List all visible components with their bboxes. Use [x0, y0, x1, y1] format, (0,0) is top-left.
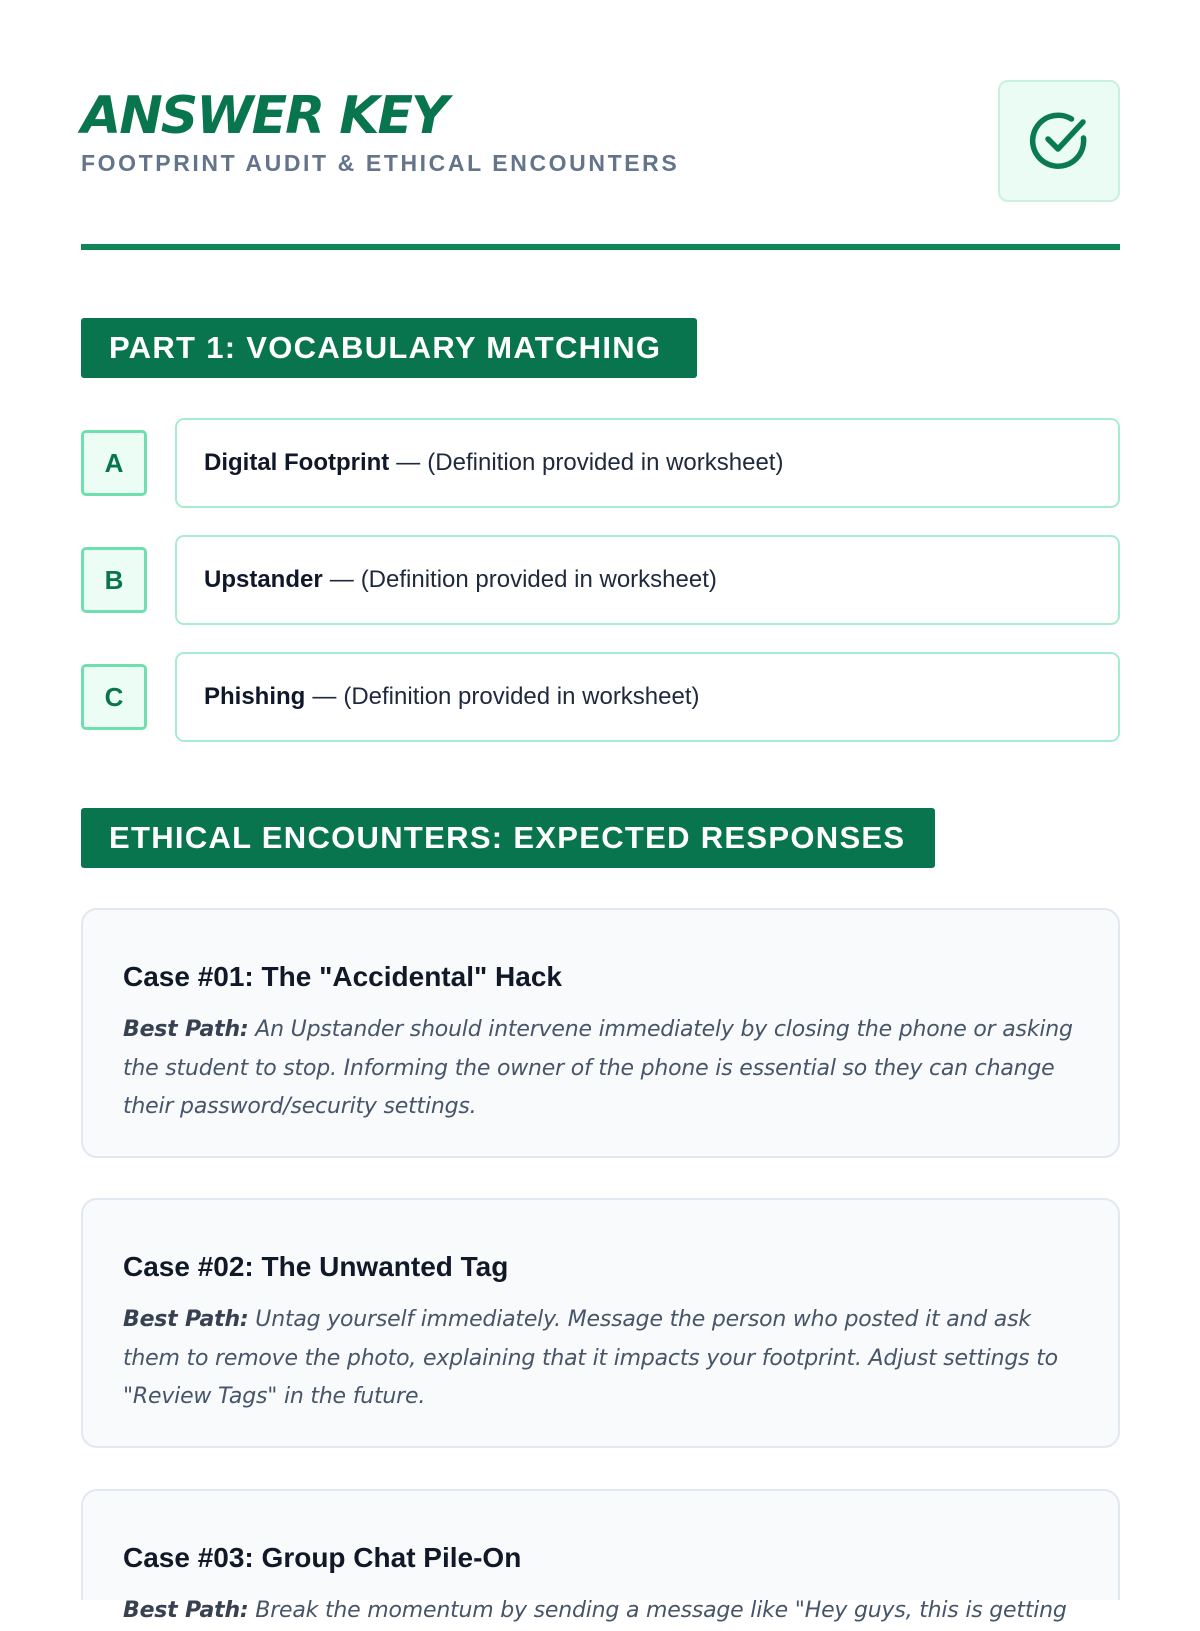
- case-answer-text: An Upstander should intervene immediately by closing the phone or asking the student to stop. Informing the owner of the phone is essential so they can change their password/security settings.: [123, 1017, 1073, 1119]
- vocab-letter: B: [81, 547, 147, 613]
- case-title: Case #03: Group Chat Pile-On: [123, 1542, 522, 1573]
- vocab-term: Phishing: [204, 683, 306, 710]
- case-answer: [123, 1301, 1078, 1417]
- vocab-definition-box: [175, 652, 1120, 742]
- vocab-separator: —: [312, 683, 337, 710]
- vocab-item-c: [81, 652, 1120, 742]
- vocab-definition: (Definition provided in worksheet): [343, 683, 700, 710]
- case-answer: [123, 1011, 1078, 1127]
- page-subtitle: FOOTPRINT AUDIT & ETHICAL ENCOUNTERS: [81, 150, 680, 176]
- vocab-term: Upstander: [204, 566, 323, 593]
- vocab-item-b: [81, 535, 1120, 625]
- vocab-letter: C: [81, 664, 147, 730]
- vocab-term: Digital Footprint: [204, 449, 390, 476]
- vocab-definition-box: [175, 535, 1120, 625]
- best-path-label: Best Path:: [123, 1598, 249, 1623]
- vocabulary-section-heading: PART 1: VOCABULARY MATCHING: [81, 318, 697, 378]
- vocab-definition: (Definition provided in worksheet): [427, 449, 784, 476]
- vocab-item-a: [81, 418, 1120, 508]
- case-card-01: [81, 908, 1120, 1158]
- best-path-label: Best Path:: [123, 1307, 249, 1332]
- vocab-definition-box: [175, 418, 1120, 508]
- case-title: Case #02: The Unwanted Tag: [123, 1251, 509, 1282]
- case-card-03: [81, 1489, 1120, 1623]
- case-title: Case #01: The "Accidental" Hack: [123, 961, 562, 992]
- vocab-separator: —: [329, 566, 354, 593]
- case-answer: [123, 1592, 1078, 1631]
- header-divider: [81, 244, 1120, 250]
- vocab-definition: (Definition provided in worksheet): [360, 566, 717, 593]
- best-path-label: Best Path:: [123, 1017, 249, 1042]
- page-header: [81, 80, 1120, 204]
- page-title: ANSWER KEY: [81, 86, 447, 146]
- check-circle-icon: [1028, 110, 1090, 172]
- check-badge: [998, 80, 1120, 202]
- case-card-02: [81, 1198, 1120, 1448]
- vocab-letter: A: [81, 430, 147, 496]
- case-answer-text: Untag yourself immediately. Message the person who posted it and ask them to remove the photo, explaining that it impacts your footprint. Adjust settings to "Review Tags" in the future.: [123, 1307, 1058, 1409]
- case-answer-text: Break the momentum by sending a message like "Hey guys, this is getting: [255, 1598, 1067, 1623]
- encounters-section-heading: ETHICAL ENCOUNTERS: EXPECTED RESPONSES: [81, 808, 935, 868]
- vocab-separator: —: [396, 449, 421, 476]
